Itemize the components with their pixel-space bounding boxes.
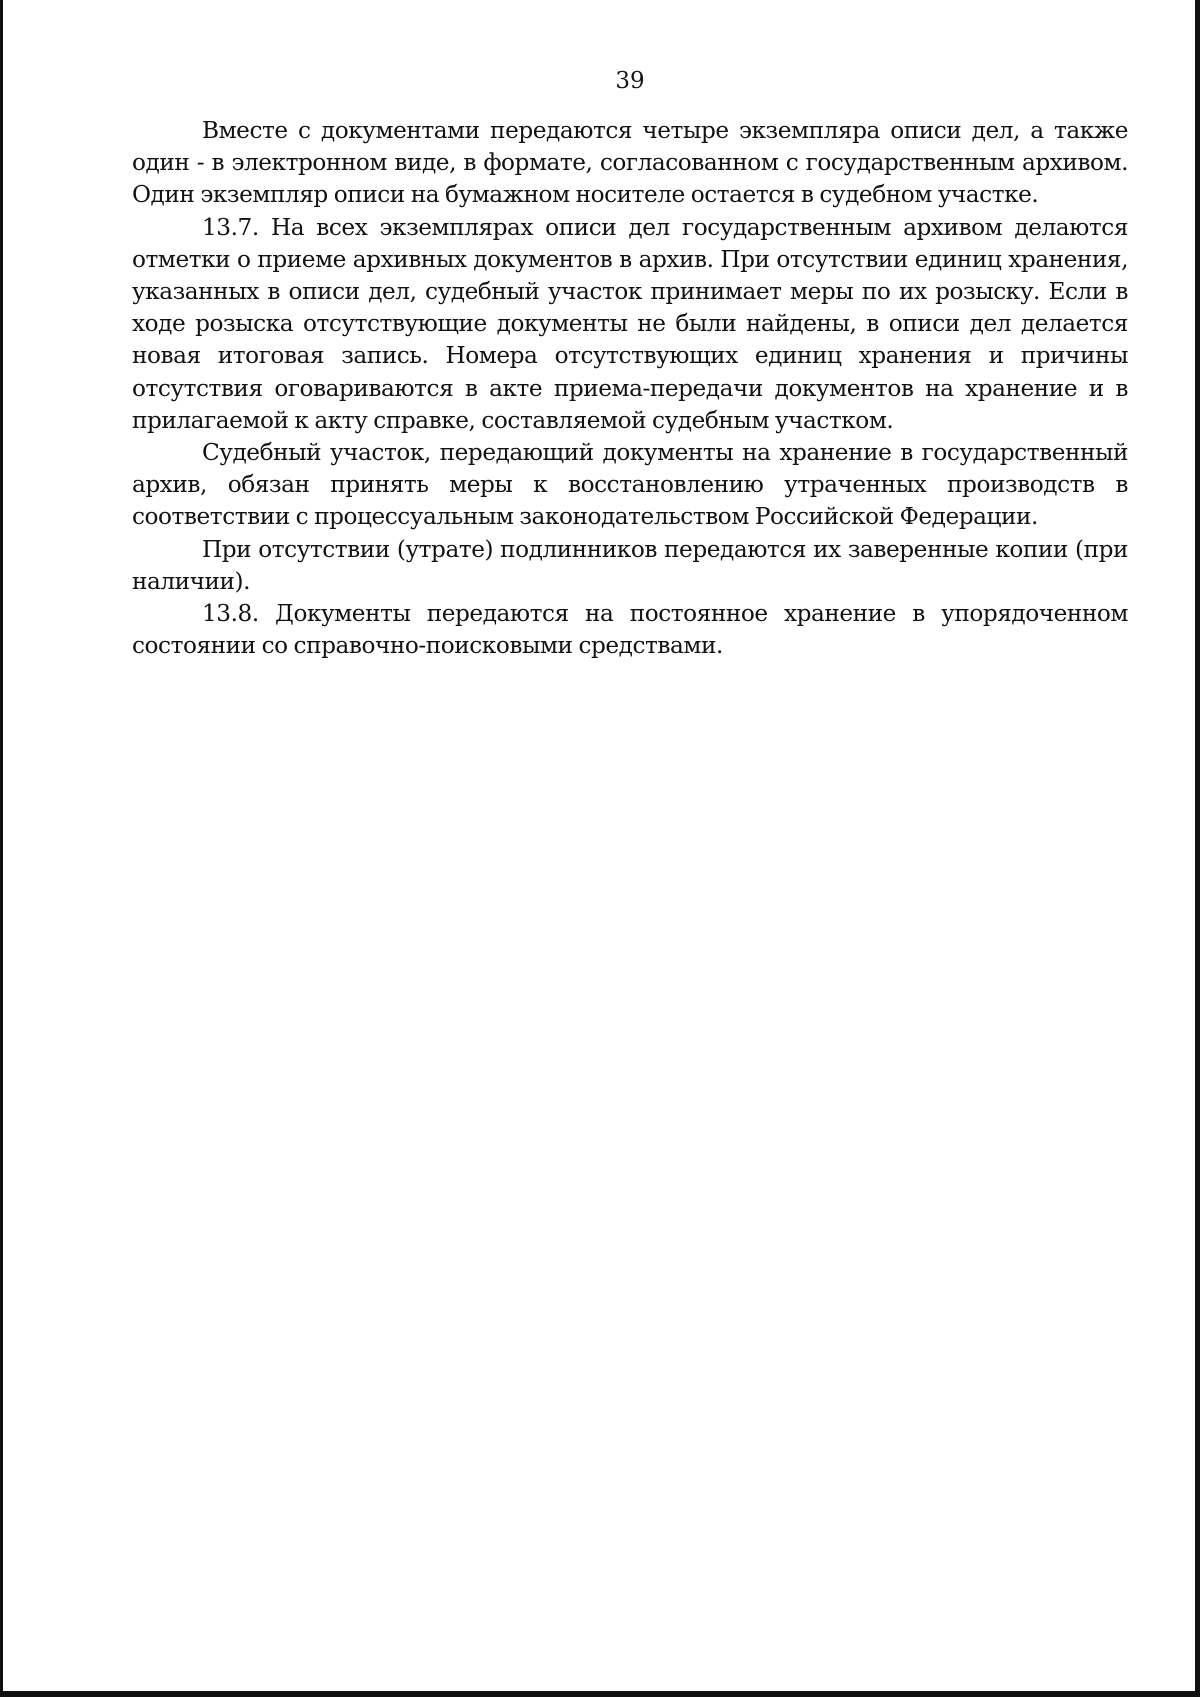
paragraph-13-8: 13.8. Документы передаются на постоянное хранение в упорядоченном состоянии со справочно-поисковыми средствами. [132, 600, 1128, 660]
scan-edge-right [1195, 0, 1200, 1697]
document-body [132, 115, 1128, 662]
scan-edge-bottom [0, 1691, 1200, 1697]
paragraph-13-7: 13.7. На всех экземплярах описи дел государственным архивом делаются отметки о приеме архивных документов в архив. При отсутствии единиц хранения, указанных в описи дел, судебный участок принимает меры по их розыску. Если в ходе розыска отсутствующие документы не были найдены, в описи дел делается новая итоговая запись. Номера отсутствующих единиц хранения и причины отсутствия оговариваются в акте приема-передачи документов на хранение и в прилагаемой к акту справке, составляемой судебным участком. [132, 213, 1128, 434]
page-number: 39 [615, 68, 645, 94]
scan-edge-left [0, 0, 3, 1697]
paragraph-documents-inventory: Вместе с документами передаются четыре экземпляра описи дел, а также один - в электронном виде, в формате, согласованном с государственным архивом. Один экземпляр описи на бумажном носителе остается в судебном участке. [132, 117, 1128, 209]
paragraph-certified-copies: При отсутствии (утрате) подлинников передаются их заверенные копии (при наличии). [132, 535, 1128, 595]
paragraph-restoration-obligation: Судебный участок, передающий документы на хранение в государственный архив, обязан принять меры к восстановлению утраченных производств в соответствии с процессуальным законодательством Российской Федерации. [132, 439, 1128, 531]
